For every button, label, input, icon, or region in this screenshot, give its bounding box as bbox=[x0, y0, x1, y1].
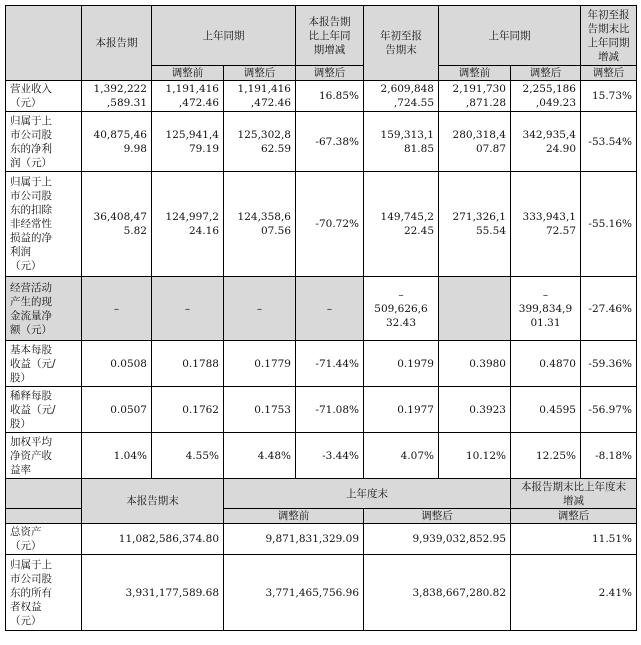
cell-change: -70.72% bbox=[296, 172, 364, 277]
cell-period: 0.0507 bbox=[82, 387, 152, 433]
cell-prior-after: 124,358,6 07.56 bbox=[224, 172, 296, 277]
header-prior-year-end: 上年度末 bbox=[224, 479, 511, 509]
cell-period: – bbox=[82, 277, 152, 341]
cell-year-end-after: 3,838,667,280.82 bbox=[364, 555, 511, 631]
cell-change: -71.08% bbox=[296, 387, 364, 433]
bottom-header-blank-2 bbox=[6, 509, 82, 524]
cell-ytd: 2,609,848 ,724.55 bbox=[364, 81, 439, 112]
table-row bbox=[6, 341, 637, 387]
cell-ytd-change: -56.97% bbox=[581, 387, 637, 433]
cell-prior-before: 1,191,416 ,472.46 bbox=[152, 81, 224, 112]
row-label: 总资产 （元） bbox=[6, 524, 82, 555]
header-current-period: 本报告期 bbox=[82, 6, 152, 81]
cell-ytd-change: -8.18% bbox=[581, 433, 637, 479]
header-ytd-adj-after-change: 调整后 bbox=[581, 66, 637, 81]
cell-prior-ytd-before bbox=[439, 277, 511, 341]
cell-ytd-change: 15.73% bbox=[581, 81, 637, 112]
cell-change: -3.44% bbox=[296, 433, 364, 479]
cell-prior-before: 125,941,4 79.19 bbox=[152, 112, 224, 172]
table-row bbox=[6, 81, 637, 112]
row-label: 归属于上 市公司股 东的净利 润（元） bbox=[6, 112, 82, 172]
cell-ytd-change: -59.36% bbox=[581, 341, 637, 387]
cell-ytd: – 509,626,6 32.43 bbox=[364, 277, 439, 341]
cell-period-end: 3,931,177,589.68 bbox=[82, 555, 224, 631]
header-period-change: 本报告期 比上年同 期增减 bbox=[296, 6, 364, 66]
table-row bbox=[6, 387, 637, 433]
cell-prior-before: 4.55% bbox=[152, 433, 224, 479]
row-label: 营业收入 （元） bbox=[6, 81, 82, 112]
table-row bbox=[6, 112, 637, 172]
header-year-end-adj-after-change: 调整后 bbox=[511, 509, 637, 524]
cell-prior-ytd-after: 342,935,4 24.90 bbox=[511, 112, 581, 172]
cell-prior-ytd-before: 0.3980 bbox=[439, 341, 511, 387]
cell-ytd: 0.1977 bbox=[364, 387, 439, 433]
cell-period: 0.0508 bbox=[82, 341, 152, 387]
cell-change: 16.85% bbox=[296, 81, 364, 112]
cell-change: -71.44% bbox=[296, 341, 364, 387]
cell-year-end-before: 9,871,831,329.09 bbox=[224, 524, 364, 555]
cell-prior-ytd-before: 2,191,730 ,871.28 bbox=[439, 81, 511, 112]
cell-prior-after: – bbox=[224, 277, 296, 341]
header-adj-before: 调整前 bbox=[152, 66, 224, 81]
header-ytd-adj-before: 调整前 bbox=[439, 66, 511, 81]
bottom-header-blank bbox=[6, 479, 82, 509]
cell-prior-ytd-before: 0.3923 bbox=[439, 387, 511, 433]
header-prior-period: 上年同期 bbox=[152, 6, 296, 66]
cell-ytd: 149,745,2 22.45 bbox=[364, 172, 439, 277]
row-label: 归属于上 市公司股 东的所有 者权益 （元） bbox=[6, 555, 82, 631]
cell-prior-after: 1,191,416 ,472.46 bbox=[224, 81, 296, 112]
header-period-end: 本报告期末 bbox=[82, 479, 224, 524]
cell-change: – bbox=[296, 277, 364, 341]
cell-prior-ytd-after: – 399,834,9 01.31 bbox=[511, 277, 581, 341]
row-label: 经营活动 产生的现 金流量净 额（元） bbox=[6, 277, 82, 341]
cell-ytd: 159,313,1 81.85 bbox=[364, 112, 439, 172]
row-label: 归属于上 市公司股 东的扣除 非经常性 损益的净 利润 （元） bbox=[6, 172, 82, 277]
cell-prior-before: 0.1762 bbox=[152, 387, 224, 433]
cell-period-end: 11,082,586,374.80 bbox=[82, 524, 224, 555]
header-adj-after-change: 调整后 bbox=[296, 66, 364, 81]
header-period-end-change: 本报告期末比上年度末 增减 bbox=[511, 479, 637, 509]
cell-ytd-change: -53.54% bbox=[581, 112, 637, 172]
cell-period: 1.04% bbox=[82, 433, 152, 479]
cell-period: 40,875,46 9.98 bbox=[82, 112, 152, 172]
table-row bbox=[6, 172, 637, 277]
header-prior-ytd: 上年同期 bbox=[439, 6, 581, 66]
bottom-header-row-1 bbox=[6, 479, 637, 509]
cell-change: -67.38% bbox=[296, 112, 364, 172]
cell-ytd-change: -55.16% bbox=[581, 172, 637, 277]
cell-period: 1,392,222 ,589.31 bbox=[82, 81, 152, 112]
row-label: 稀释每股 收益（元/ 股） bbox=[6, 387, 82, 433]
header-ytd-adj-after: 调整后 bbox=[511, 66, 581, 81]
cell-prior-ytd-before: 271,326,1 55.54 bbox=[439, 172, 511, 277]
header-adj-after: 调整后 bbox=[224, 66, 296, 81]
cell-ytd: 4.07% bbox=[364, 433, 439, 479]
cell-prior-ytd-after: 2,255,186 ,049.23 bbox=[511, 81, 581, 112]
cell-prior-ytd-after: 12.25% bbox=[511, 433, 581, 479]
header-ytd-change: 年初至报 告期末比 上年同期 增减 bbox=[581, 6, 637, 66]
cell-prior-after: 0.1779 bbox=[224, 341, 296, 387]
header-ytd: 年初至报 告期末 bbox=[364, 6, 439, 81]
cell-prior-before: 124,997,2 24.16 bbox=[152, 172, 224, 277]
cell-prior-after: 4.48% bbox=[224, 433, 296, 479]
cell-prior-after: 0.1753 bbox=[224, 387, 296, 433]
cell-year-end-after: 9,939,032,852.95 bbox=[364, 524, 511, 555]
header-blank-cell bbox=[6, 6, 82, 81]
top-header-row-1 bbox=[6, 6, 637, 66]
header-year-end-adj-before: 调整前 bbox=[224, 509, 364, 524]
table-row bbox=[6, 555, 637, 631]
row-label: 基本每股 收益（元/ 股） bbox=[6, 341, 82, 387]
cell-prior-after: 125,302,8 62.59 bbox=[224, 112, 296, 172]
cell-ytd-change: -27.46% bbox=[581, 277, 637, 341]
cell-period: 36,408,47 5.82 bbox=[82, 172, 152, 277]
table-row bbox=[6, 277, 637, 341]
table-row bbox=[6, 524, 637, 555]
cell-prior-ytd-before: 280,318,4 07.87 bbox=[439, 112, 511, 172]
row-label: 加权平均 净资产收 益率 bbox=[6, 433, 82, 479]
cell-prior-ytd-after: 0.4870 bbox=[511, 341, 581, 387]
key-financial-data-table bbox=[5, 5, 637, 631]
cell-prior-ytd-after: 0.4595 bbox=[511, 387, 581, 433]
cell-prior-before: 0.1788 bbox=[152, 341, 224, 387]
cell-prior-ytd-before: 10.12% bbox=[439, 433, 511, 479]
header-year-end-adj-after: 调整后 bbox=[364, 509, 511, 524]
cell-period-end-change: 11.51% bbox=[511, 524, 637, 555]
cell-prior-ytd-after: 333,943,1 72.57 bbox=[511, 172, 581, 277]
table-row bbox=[6, 433, 637, 479]
cell-ytd: 0.1979 bbox=[364, 341, 439, 387]
cell-year-end-before: 3,771,465,756.96 bbox=[224, 555, 364, 631]
cell-prior-before: – bbox=[152, 277, 224, 341]
cell-period-end-change: 2.41% bbox=[511, 555, 637, 631]
